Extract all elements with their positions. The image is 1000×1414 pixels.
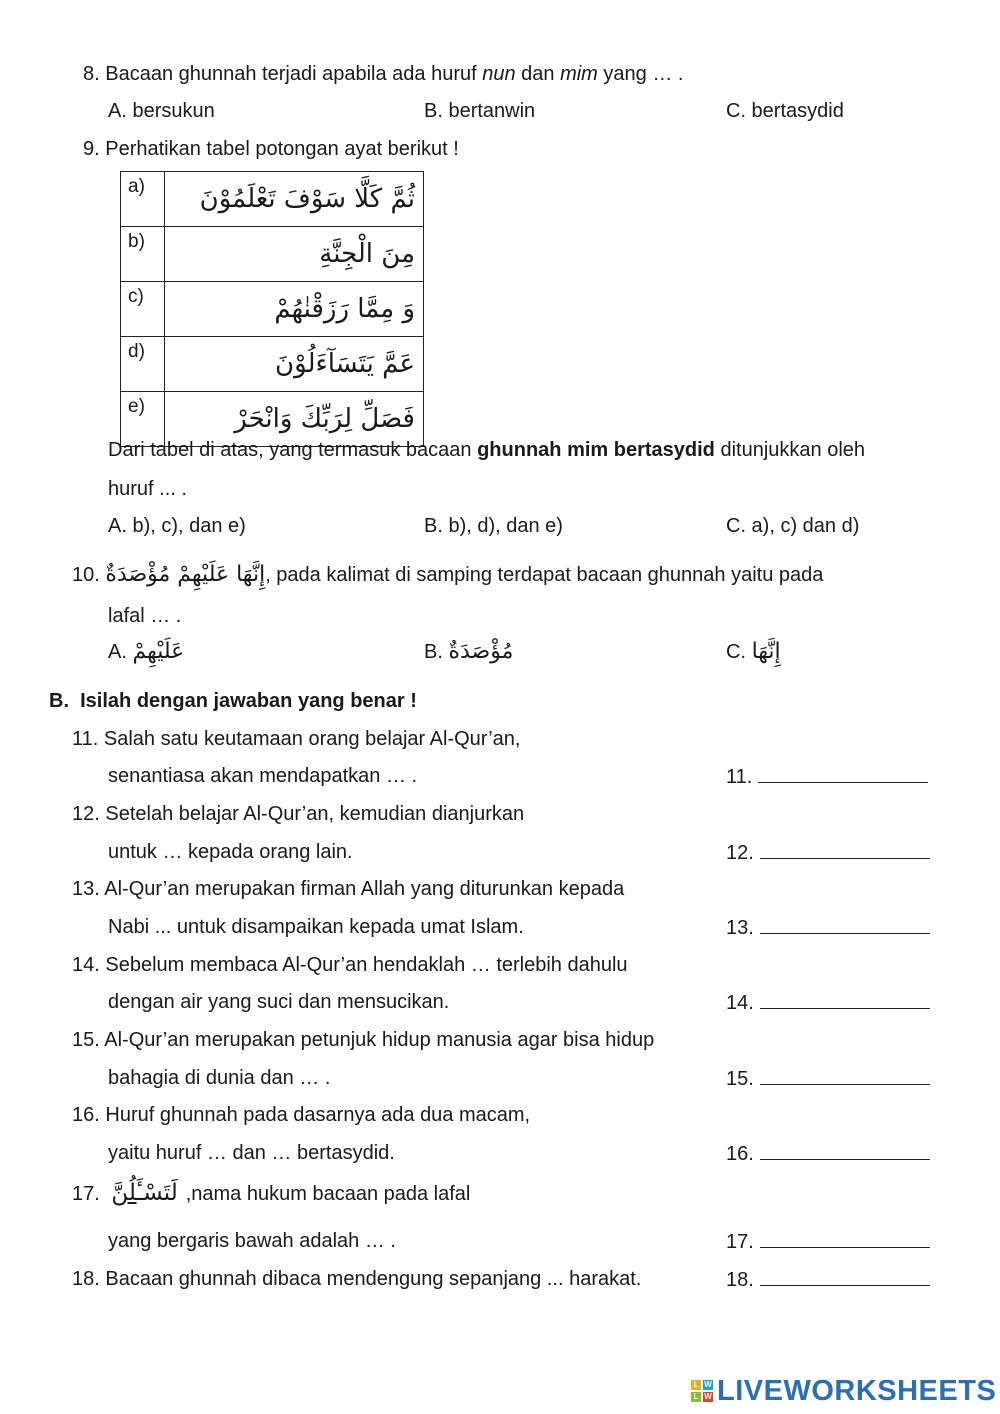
- q8-mim: mim: [560, 63, 598, 85]
- q9-follow-bold: ghunnah mim bertasydid: [477, 439, 715, 461]
- q12-line1: [72, 802, 524, 826]
- q13-line2: Nabi ... untuk disampaikan kepada umat Islam.: [108, 916, 524, 938]
- row-arabic: مِنَ الْجِنَّةِ: [165, 227, 424, 282]
- q13-answer: [726, 915, 930, 940]
- row-letter: a): [121, 172, 165, 227]
- q17-arabic-plain: لَتَسْـَٔ: [136, 1180, 178, 1206]
- q10-line: [72, 563, 823, 587]
- q14-text: Sebelum membaca Al-Qur’an hendaklah … terlebih dahulu: [105, 954, 628, 976]
- q10-text: , pada kalimat di samping terdapat bacaan ghunnah yaitu pada: [265, 564, 824, 586]
- q11-line1: [72, 727, 520, 751]
- logo-grid-cell: W: [704, 1380, 712, 1389]
- q8-text-b: dan: [515, 63, 561, 85]
- q14-number: 14.: [72, 954, 100, 976]
- logo-grid-icon: [691, 1380, 713, 1402]
- q9-follow-line1: [108, 438, 865, 462]
- section-b-title: Isilah dengan jawaban yang benar !: [80, 690, 417, 712]
- q11-number: 11.: [72, 728, 99, 750]
- q13-answer-number: 13.: [726, 917, 754, 939]
- q12-answer-number: 12.: [726, 842, 754, 864]
- q8-number: 8.: [83, 63, 100, 85]
- q8-option-b[interactable]: B. bertanwin: [424, 100, 536, 122]
- q9-follow-a: Dari tabel di atas, yang termasuk bacaan: [108, 439, 478, 461]
- q9-option-c[interactable]: C. a), c) dan d): [726, 515, 860, 537]
- q17-line2: yang bergaris bawah adalah … .: [108, 1230, 396, 1252]
- row-letter: c): [121, 282, 165, 337]
- q15-number: 15.: [72, 1029, 100, 1051]
- liveworksheets-logo: [691, 1375, 996, 1407]
- q16-line2: yaitu huruf … dan … bertasydid.: [108, 1142, 395, 1164]
- q18-answer: [726, 1267, 930, 1292]
- q8-option-c[interactable]: C. bertasydid: [726, 100, 844, 122]
- q16-line1: [72, 1103, 530, 1127]
- q14-answer-number: 14.: [726, 992, 754, 1014]
- q15-line2: bahagia di dunia dan … .: [108, 1067, 331, 1089]
- logo-grid-cell: W: [704, 1392, 712, 1401]
- q15-line1: [72, 1028, 654, 1052]
- q14-answer-blank[interactable]: [760, 990, 930, 1009]
- q8-nun: nun: [482, 63, 516, 85]
- row-letter: b): [121, 227, 165, 282]
- q14-answer: [726, 990, 930, 1015]
- q9-line: [83, 137, 459, 161]
- q8-text-c: yang … .: [597, 63, 684, 85]
- q11-line2: senantiasa akan mendapatkan … .: [108, 765, 418, 787]
- q16-answer: [726, 1141, 930, 1166]
- q10-option-b[interactable]: [424, 640, 513, 664]
- q10-number: 10.: [72, 564, 100, 586]
- q11-answer: [726, 764, 928, 789]
- q13-number: 13.: [72, 878, 100, 900]
- q16-number: 16.: [72, 1104, 100, 1126]
- q9-text: Perhatikan tabel potongan ayat berikut !: [105, 138, 459, 160]
- q10-arabic: إِنَّهَا عَلَيْهِمْ مُؤْصَدَةٌ: [105, 562, 266, 587]
- row-arabic: ثُمَّ كَلَّا سَوْفَ تَعْلَمُوْنَ: [165, 172, 424, 227]
- q10-option-b-arabic: مُؤْصَدَةٌ: [448, 639, 514, 664]
- q18-number: 18.: [72, 1268, 100, 1290]
- table-row: [121, 227, 424, 282]
- q12-number: 12.: [72, 803, 100, 825]
- row-letter: d): [121, 337, 165, 392]
- q18-answer-blank[interactable]: [760, 1267, 930, 1286]
- q12-answer-blank[interactable]: [760, 840, 930, 859]
- q17-text: ,nama hukum bacaan pada lafal: [185, 1183, 471, 1205]
- q17-number: 17.: [72, 1183, 100, 1205]
- q9-option-a[interactable]: A. b), c), dan e): [108, 515, 246, 537]
- q10-option-a-label: A.: [108, 641, 127, 663]
- q8-text-a: Bacaan ghunnah terjadi apabila ada huruf: [105, 63, 483, 85]
- q12-answer: [726, 840, 930, 865]
- q17-answer: [726, 1229, 930, 1254]
- table-row: [121, 172, 424, 227]
- q17-arabic-underlined: لُنَّ: [111, 1180, 137, 1206]
- q10-option-c[interactable]: [726, 640, 781, 664]
- q18-line: [72, 1267, 641, 1291]
- q11-answer-number: 11.: [726, 766, 753, 788]
- table-row: [121, 282, 424, 337]
- q8-line: [83, 62, 683, 86]
- q11-answer-blank[interactable]: [758, 764, 928, 783]
- q10-option-a[interactable]: [108, 640, 184, 664]
- q14-line2: dengan air yang suci dan mensucikan.: [108, 991, 450, 1013]
- section-b-label: B.: [49, 690, 69, 712]
- q13-line1: [72, 877, 624, 901]
- q15-answer-number: 15.: [726, 1068, 754, 1090]
- q16-text: Huruf ghunnah pada dasarnya ada dua macam,: [105, 1104, 531, 1126]
- logo-grid-cell: L: [691, 1380, 701, 1390]
- q18-text: Bacaan ghunnah dibaca mendengung sepanjang ... harakat.: [105, 1268, 642, 1290]
- q15-answer-blank[interactable]: [760, 1066, 930, 1085]
- q13-text: Al-Qur’an merupakan firman Allah yang diturunkan kepada: [104, 878, 625, 900]
- q17-answer-number: 17.: [726, 1231, 754, 1253]
- q13-answer-blank[interactable]: [760, 915, 930, 934]
- q8-option-a[interactable]: A. bersukun: [108, 100, 215, 122]
- q17-line1: [72, 1181, 470, 1206]
- q17-answer-blank[interactable]: [760, 1229, 930, 1248]
- q10-option-c-arabic: إِنَّهَا: [751, 639, 781, 664]
- logo-grid-cell: L: [691, 1392, 701, 1402]
- q10-option-a-arabic: عَلَيْهِمْ: [132, 639, 185, 664]
- q16-answer-blank[interactable]: [760, 1141, 930, 1160]
- row-arabic: وَ مِمَّا رَزَقْنٰهُمْ: [165, 282, 424, 337]
- q18-answer-number: 18.: [726, 1269, 754, 1291]
- row-arabic: عَمَّ يَتَسَآءَلُوْنَ: [165, 337, 424, 392]
- q12-line2: untuk … kepada orang lain.: [108, 841, 353, 863]
- table-row: [121, 337, 424, 392]
- q11-text: Salah satu keutamaan orang belajar Al-Qur’an,: [103, 728, 521, 750]
- q15-text: Al-Qur’an merupakan petunjuk hidup manusia agar bisa hidup: [104, 1029, 655, 1051]
- q9-follow-b: ditunjukkan oleh: [714, 439, 866, 461]
- q10-line2: lafal … .: [108, 605, 182, 627]
- ayat-table: [120, 171, 424, 447]
- q10-option-b-label: B.: [424, 641, 443, 663]
- q15-answer: [726, 1066, 930, 1091]
- logo-text: LIVEWORKSHEETS: [717, 1374, 997, 1407]
- q16-answer-number: 16.: [726, 1143, 754, 1165]
- q10-option-c-label: C.: [726, 641, 746, 663]
- q9-follow-line2: huruf ... .: [108, 478, 187, 500]
- q17-arabic: [111, 1180, 177, 1206]
- q9-option-b[interactable]: B. b), d), dan e): [424, 515, 563, 537]
- row-letter: e): [121, 392, 165, 447]
- q9-number: 9.: [83, 138, 100, 160]
- row-arabic: فَصَلِّ لِرَبِّكَ وَانْحَرْ: [165, 392, 424, 447]
- q14-line1: [72, 953, 628, 977]
- section-b-heading: [49, 689, 417, 713]
- q12-text: Setelah belajar Al-Qur’an, kemudian dianjurkan: [105, 803, 525, 825]
